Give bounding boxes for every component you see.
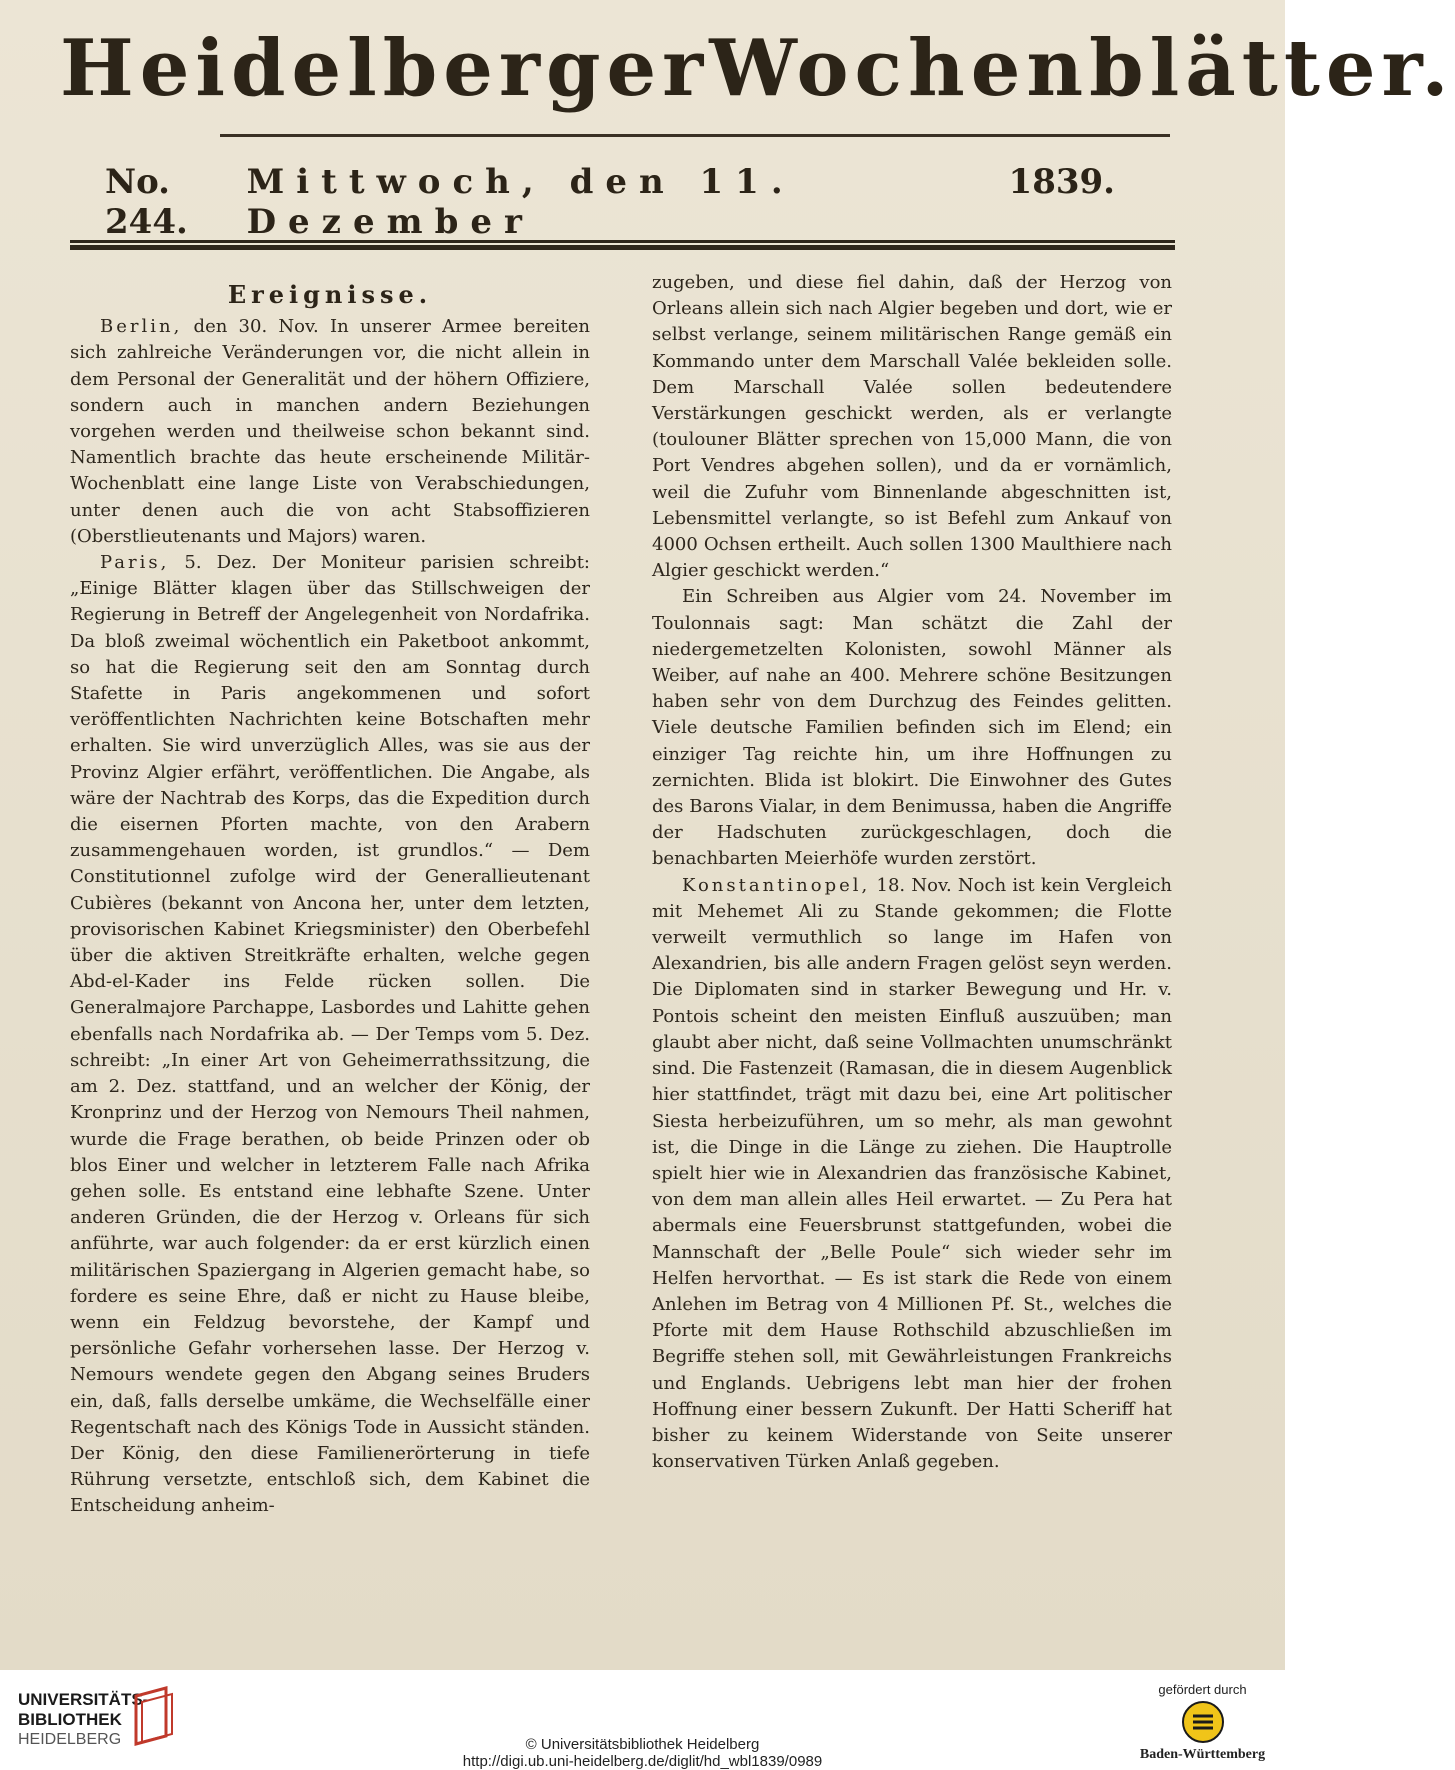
library-name-line3: HEIDELBERG	[18, 1731, 122, 1748]
article-text: den 30. Nov. In unserer Armee bereiten sich zahlreiche Veränderungen vor, die nicht allein in dem Personal der Generalität und der höhern Offiziere, sondern auch in manchen andern Beziehungen vorgehen werden und theilweise schon bekannt sind. Namentlich brachte das heute erscheinende Militär-Wochenblatt eine lange Liste von Verabschiedungen, unter denen auch die von acht Stabsoffizieren (Oberstlieutenants und Majors) waren.	[70, 316, 590, 547]
state-crest-icon	[1181, 1700, 1225, 1744]
library-name-line1: UNIVERSITÄTS-	[18, 1690, 149, 1709]
sponsor-label: gefördert durch	[1158, 1682, 1247, 1697]
article-text: 18. Nov. Noch ist kein Vergleich mit Mehemet Ali zu Stande gekommen; die Flotte verweilt vermuthlich so lange im Hafen von Alexandrien, bis alle andern Fragen gelöst seyn werden. Die Diplomaten sind in starker Bewegung und Hr. v. Pontois scheint den meisten Einfluß auszuüben; man glaubt aber nicht, daß seine Vollmachten unumschränkt sind. Die Fastenzeit (Ramasan, die in diesem Augenblick hier stattfindet, trägt mit dazu bei, eine Art politischer Siesta herbeizuführen, um so mehr, als man gewohnt ist, die Dinge in die Länge zu ziehen. Die Hauptrolle spielt hier wie in Alexandrien das französische Kabinet, von dem man allein alles Heil erwartet. — Zu Pera hat abermals eine Feuersbrunst stattgefunden, wobei die Mannschaft der „Belle Poule“ sich wieder sehr im Helfen hervorthat. — Es ist stark die Rede von einem Anlehen im Betrag von 4 Millionen Pf. St., welches die Pforte mit dem Hause Rothschild abzuschließen im Begriffe stehen soll, mit Gewährleistungen Frankreichs und Englands. Uebrigens lebt man hier der frohen Hoffnung einer bessern Zukunft. Der Hatti Scheriff hat bisher zu keinem Widerstande von Seite unserer konservativen Türken Anlaß gegeben.	[652, 874, 1172, 1473]
article-paris	[70, 550, 590, 1520]
article-algier	[652, 584, 1172, 872]
sponsor-block	[1130, 1682, 1275, 1763]
masthead-title-left: Heidelberger	[60, 22, 710, 114]
masthead	[60, 18, 1455, 118]
article-lead: Berlin,	[100, 316, 183, 338]
library-name-line2: BIBLIOTHEK	[18, 1710, 122, 1729]
dateline	[105, 162, 1115, 242]
article-text: Ein Schreiben aus Algier vom 24. November im Toulonnais sagt: Man schätzt die Zahl der niedergemetzelten Kolonisten, sowohl Männer als Weiber, auf nahe an 400. Mehrere schöne Besitzungen haben sehr von dem Durchzug des Feindes gelitten. Viele deutsche Familien befinden sich im Elend; ein einziger Tag reichte hin, um ihre Hoffnungen zu zernichten. Blida ist blokirt. Die Einwohner des Gutes des Barons Vialar, in dem Benimussa, haben die Angriffe der Hadschuten zurückgeschlagen, doch die benachbarten Meierhöfe wurden zerstört.	[652, 586, 1172, 870]
masthead-rule	[220, 134, 1170, 137]
sponsor-name: Baden-Württemberg	[1139, 1747, 1266, 1762]
section-heading: Ereignisse.	[227, 280, 433, 309]
right-column	[652, 270, 1172, 1475]
article-berlin	[70, 314, 590, 550]
masthead-title-right: Wochenblätter.	[709, 22, 1455, 114]
issue-number: No. 244.	[105, 162, 188, 242]
copyright-text: © Universitätsbibliothek Heidelberg	[525, 1736, 760, 1753]
issue-date: Mittwoch, den 11. Dezember	[246, 162, 795, 242]
article-lead: Paris,	[100, 552, 170, 574]
article-text: 5. Dez. Der Moniteur parisien schreibt: „Einige Blätter klagen über das Stillschweigen der Regierung in Betreff der Angelegenheit von Nordafrika. Da bloß zweimal wöchentlich ein Paketboot ankommt, so hat die Regierung seit den am Sonntag durch Stafette in Paris angekommenen und sofort veröffentlichten Nachrichten keine Botschaften mehr erhalten. Sie wird unverzüglich Alles, was sie aus der Provinz Algier erfährt, veröffentlichen. Die Angabe, als wäre der Nachtrab des Korps, das die Expedition durch die eisernen Pforten machte, von den Arabern zusammengehauen worden, ist grundlos.“ — Dem Constitutionnel zufolge wird der Generallieutenant Cubières (bekannt von Ancona her, unter dem letzten, provisorischen Kabinet Kriegsminister) den Oberbefehl über die aktiven Streitkräfte erhalten, welche gegen Abd-el-Kader ins Felde rücken sollen. Die Generalmajore Parchappe, Lasbordes und Lahitte gehen ebenfalls nach Nordafrika ab. — Der Temps vom 5. Dez. schreibt: „In einer Art von Geheimerrathssitzung, die am 2. Dez. stattfand, und an welcher der König, der Kronprinz und der Herzog von Nemours Theil nahmen, wurde die Frage berathen, ob beide Prinzen oder ob blos Einer und welcher in letzterem Falle nach Afrika gehen solle. Es entstand eine lebhafte Szene. Unter anderen Gründen, die der Herzog v. Orleans für sich anführte, war auch folgender: da er erst kürzlich einen militärischen Spaziergang in Algerien gemacht habe, so fordere es seine Ehre, daß er nicht zu Hause bleibe, wenn ein Feldzug bevorstehe, der Kampf und persönliche Gefahr vorhersehen lasse. Der Herzog v. Nemours wendete gegen den Abgang seines Bruders ein, daß, falls derselbe umkäme, die Wechselfälle einer Regentschaft nach des Königs Tode in Aussicht ständen. Der König, den diese Familienerörterung in tiefe Rührung versetzte, entschloß sich, dem Kabinet die Entscheidung anheim-	[70, 552, 590, 1517]
source-url[interactable]: http://digi.ub.uni-heidelberg.de/diglit/hd_wbl1839/0989	[462, 1753, 823, 1770]
issue-year: 1839.	[1008, 162, 1115, 202]
article-text: zugeben, und diese fiel dahin, daß der Herzog von Orleans allein sich nach Algier begeben und dort, wie er selbst verlange, seinem militärischen Range gemäß ein Kommando unter dem Marschall Valée bekleiden solle. Dem Marschall Valée sollen bedeutendere Verstärkungen geschickt werden, als er verlangte (toulouner Blätter sprechen von 15,000 Mann, die von Port Vendres abgehen sollen), und da er vornämlich, weil die Zufuhr vom Binnenlande abgeschnitten ist, Lebensmittel verlangte, so ist Befehl zum Ankauf von 4000 Ochsen ertheilt. Auch sollen 1300 Maulthiere nach Algier geschickt werden.“	[652, 272, 1172, 582]
footer	[0, 1670, 1285, 1770]
double-rule	[70, 240, 1175, 250]
article-lead: Konstantinopel,	[682, 874, 871, 896]
copyright-block	[0, 1736, 1285, 1770]
article-konstantinopel	[652, 873, 1172, 1476]
article-paris-continued	[652, 270, 1172, 584]
left-column	[70, 282, 590, 1520]
